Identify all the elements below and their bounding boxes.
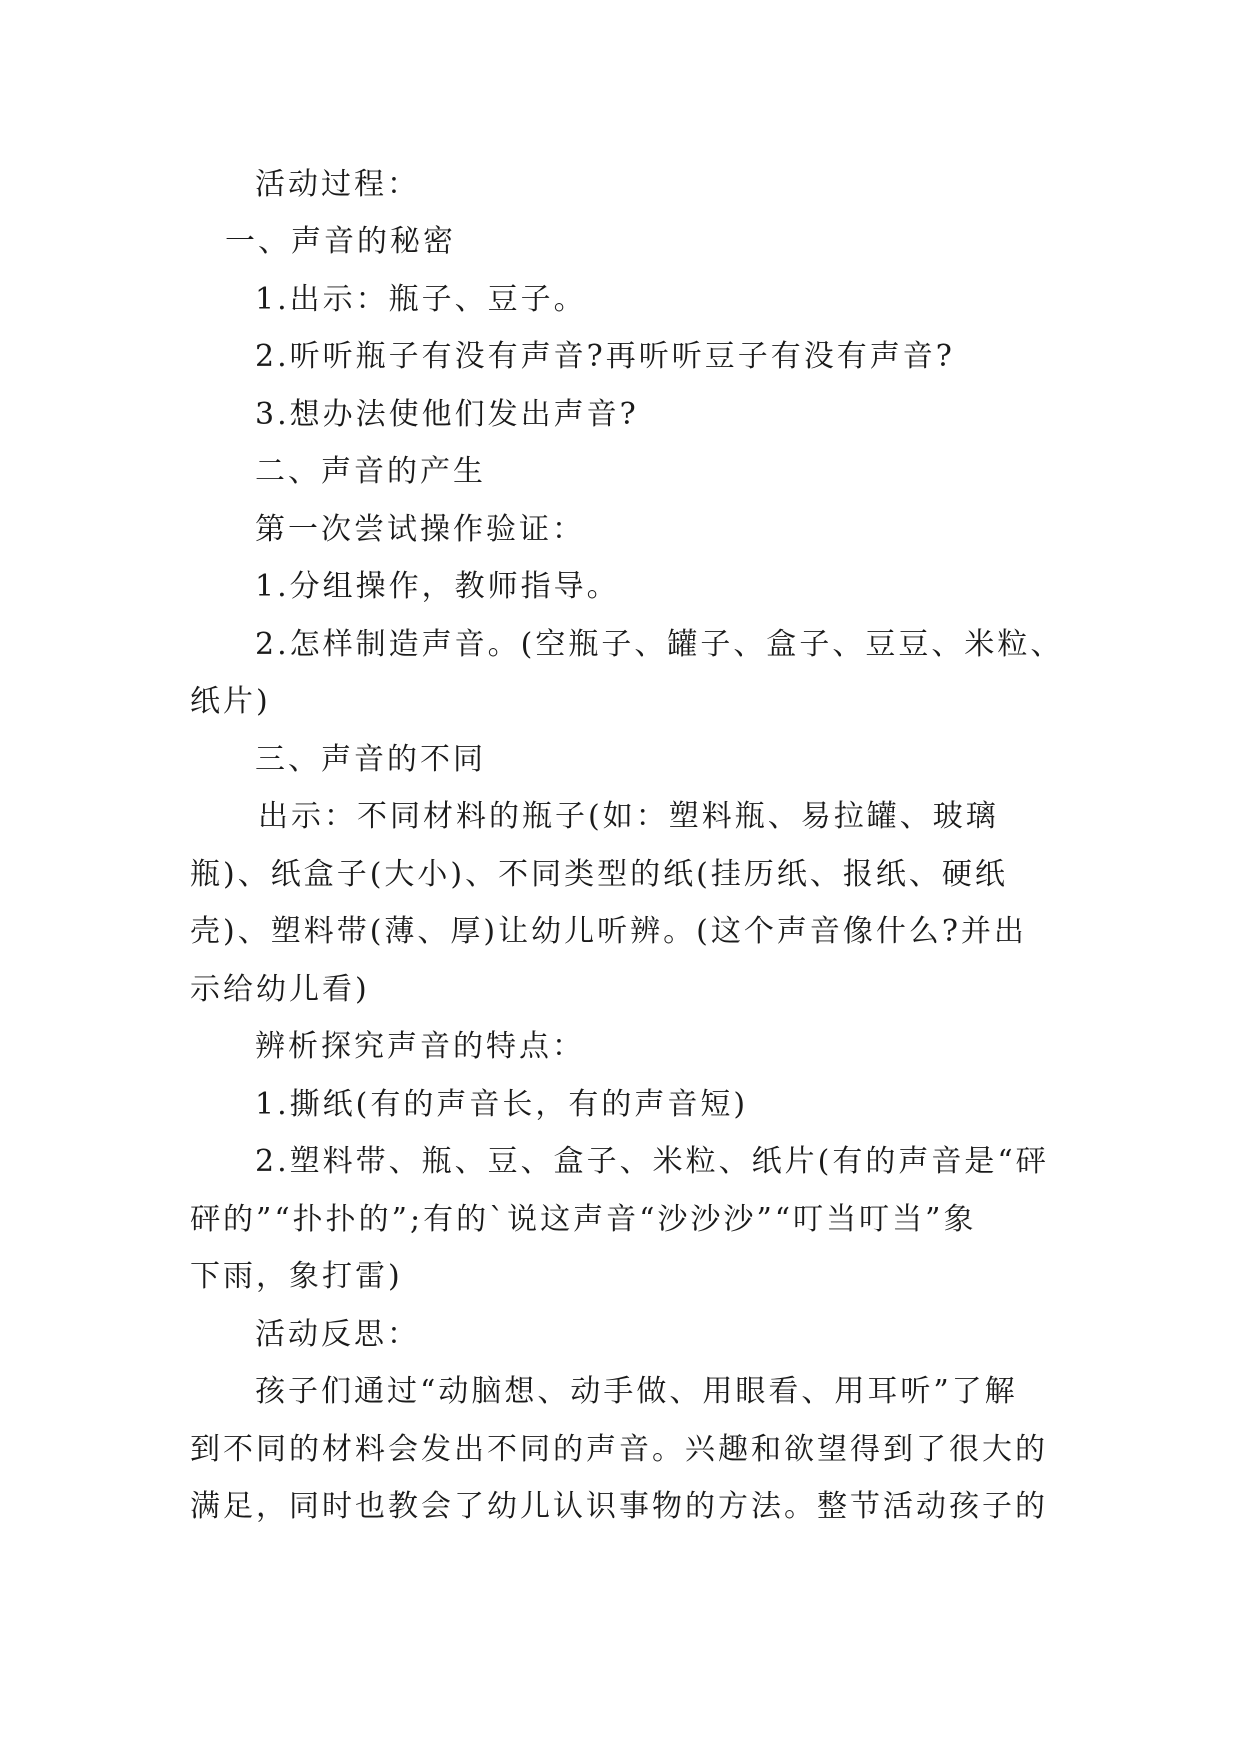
paragraph-line: 满足，同时也教会了幼儿认识事物的方法。整节活动孩子的 xyxy=(190,1489,1048,1524)
paragraph-line: 壳)、塑料带(薄、厚)让幼儿听辨。(这个声音像什么?并出 xyxy=(190,914,1027,949)
section-heading-sound-production: 二、声音的产生 xyxy=(255,454,486,489)
paragraph-line: 出示：不同材料的瓶子(如：塑料瓶、易拉罐、玻璃 xyxy=(258,799,999,834)
section-heading-reflection: 活动反思： xyxy=(255,1317,420,1352)
paragraph-line: 辨析探究声音的特点： xyxy=(255,1029,585,1064)
paragraph-line: 示给幼儿看) xyxy=(190,972,370,1007)
paragraph-line: 1.撕纸(有的声音长，有的声音短) xyxy=(255,1087,749,1122)
paragraph-line: 孩子们通过“动脑想、动手做、用眼看、用耳听”了解 xyxy=(255,1374,1018,1409)
paragraph-line: 3.想办法使他们发出声音? xyxy=(255,397,639,432)
paragraph-line: 瓶)、纸盒子(大小)、不同类型的纸(挂历纸、报纸、硬纸 xyxy=(190,857,1008,892)
section-heading-sound-difference: 三、声音的不同 xyxy=(255,742,486,777)
paragraph-line: 1.分组操作，教师指导。 xyxy=(255,569,620,604)
paragraph-line: 2.塑料带、瓶、豆、盒子、米粒、纸片(有的声音是“砰 xyxy=(255,1144,1049,1179)
paragraph-line: 下雨，象打雷) xyxy=(190,1259,403,1294)
paragraph-line: 1.出示：瓶子、豆子。 xyxy=(255,282,587,317)
paragraph-line: 2.怎样制造声音。(空瓶子、罐子、盒子、豆豆、米粒、 xyxy=(255,627,1064,662)
paragraph-line: 纸片) xyxy=(190,684,271,719)
paragraph-line: 第一次尝试操作验证： xyxy=(255,512,585,547)
section-heading-activity-process: 活动过程： xyxy=(255,167,420,202)
paragraph-line: 到不同的材料会发出不同的声音。兴趣和欲望得到了很大的 xyxy=(190,1432,1048,1467)
paragraph-line: 2.听听瓶子有没有声音?再听听豆子有没有声音? xyxy=(255,339,955,374)
section-heading-sound-secret: 一、声音的秘密 xyxy=(225,224,456,259)
paragraph-line: 砰的”“扑扑的”;有的`说这声音“沙沙沙”“叮当叮当”象 xyxy=(190,1202,977,1237)
